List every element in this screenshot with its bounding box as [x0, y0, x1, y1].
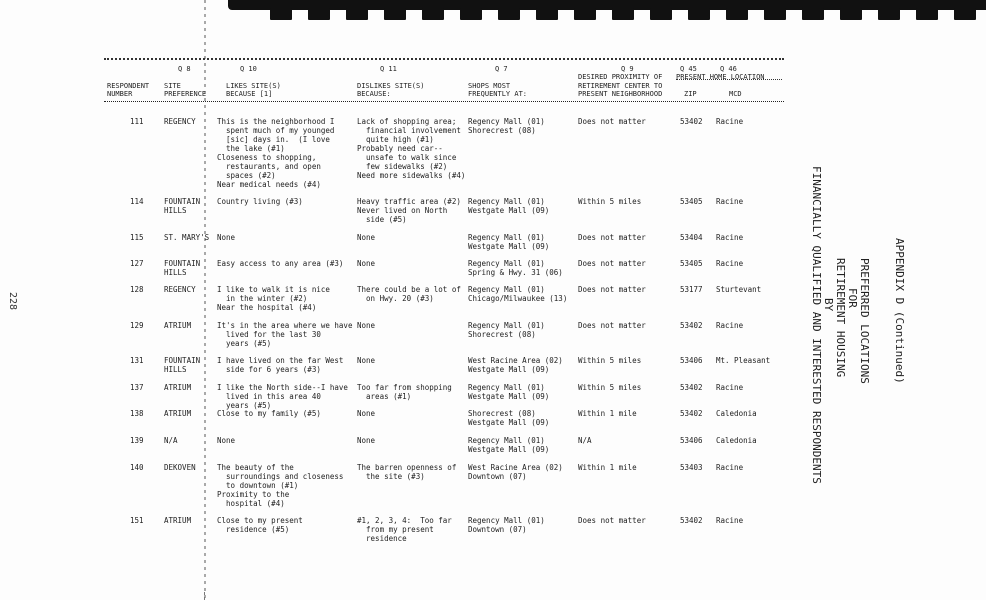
likes-site: Close to my present residence (#5) [217, 516, 303, 534]
desired-proximity: Within 1 mile [578, 463, 637, 472]
mcd-name: Racine [716, 259, 744, 268]
dislikes-site: Too far from shopping areas (#1) [357, 383, 452, 401]
likes-site: I like the North side--I have lived in this area 40 years (#5) [217, 383, 348, 410]
site-preference: ATRIUM [164, 383, 192, 392]
zip-code: 53402 [680, 516, 703, 525]
respondent-number: 151 [130, 516, 144, 525]
zip-code: 53403 [680, 463, 703, 472]
dislikes-site: Heavy traffic area (#2) Never lived on North side (#5) [357, 197, 461, 224]
mcd-name: Racine [716, 463, 744, 472]
site-preference: REGENCY [164, 117, 196, 126]
mcd-name: Racine [716, 516, 744, 525]
mcd-name: Racine [716, 233, 744, 242]
title-line6: FINANCIALLY QUALIFIED AND INTERESTED RESPONDENTS [810, 166, 823, 484]
likes-site: It's in the area where we have lived for the last 30 years (#5) [217, 321, 353, 348]
title-line3: FOR [846, 288, 859, 308]
header-desired-1: DESIRED PROXIMITY OF [578, 73, 663, 81]
title-line2: PREFERRED LOCATIONS [858, 258, 871, 384]
binding-strip [228, 0, 986, 22]
likes-site: None [217, 233, 236, 242]
header-q9: Q 9 [621, 65, 634, 73]
dislikes-site: None [357, 233, 376, 242]
zip-code: 53402 [680, 383, 703, 392]
header-shops-2: FREQUENTLY AT: [468, 90, 528, 98]
shops-at: West Racine Area (02) Downtown (07) [468, 463, 563, 481]
site-preference: ATRIUM [164, 321, 192, 330]
header-site-2: PREFERENCE [164, 90, 207, 98]
site-preference: FOUNTAIN HILLS [164, 259, 201, 277]
desired-proximity: Within 5 miles [578, 197, 642, 206]
shops-at: Shorecrest (08) Westgate Mall (09) [468, 409, 550, 427]
site-preference: N/A [164, 436, 178, 445]
header-q11: Q 11 [380, 65, 397, 73]
respondent-number: 140 [130, 463, 144, 472]
shops-at: Regency Mall (01) Westgate Mall (09) [468, 233, 550, 251]
table-top-rule [104, 58, 784, 60]
header-mcd: MCD [729, 90, 742, 98]
respondent-number: 114 [130, 197, 144, 206]
desired-proximity: Within 1 mile [578, 409, 637, 418]
dislikes-site: None [357, 356, 376, 365]
site-preference: ATRIUM [164, 516, 192, 525]
shops-at: Regency Mall (01) Westgate Mall (09) [468, 436, 550, 454]
respondent-number: 111 [130, 117, 144, 126]
header-dislikes-2: BECAUSE: [357, 90, 391, 98]
site-preference: FOUNTAIN HILLS [164, 197, 201, 215]
title-line5: BY [822, 298, 835, 312]
mcd-name: Mt. Pleasant [716, 356, 771, 365]
shops-at: Regency Mall (01) Spring & Hwy. 31 (06) [468, 259, 563, 277]
mcd-name: Racine [716, 117, 744, 126]
likes-site: None [217, 436, 236, 445]
page-fold-mark [204, 592, 206, 600]
header-present-home: PRESENT HOME LOCATION [676, 73, 765, 81]
header-q45: Q 45 [680, 65, 697, 73]
dislikes-site: None [357, 409, 376, 418]
site-preference: ATRIUM [164, 409, 192, 418]
header-respondent-2: NUMBER [107, 90, 133, 98]
desired-proximity: Does not matter [578, 233, 646, 242]
mcd-name: Caledonia [716, 436, 757, 445]
likes-site: I have lived on the far West side for 6 years (#3) [217, 356, 344, 374]
site-preference: FOUNTAIN HILLS [164, 356, 201, 374]
shops-at: Regency Mall (01) Downtown (07) [468, 516, 545, 534]
mcd-name: Racine [716, 321, 744, 330]
header-zip: ZIP [684, 90, 697, 98]
header-shops-1: SHOPS MOST [468, 82, 511, 90]
desired-proximity: Within 5 miles [578, 383, 642, 392]
zip-code: 53402 [680, 409, 703, 418]
header-q10: Q 10 [240, 65, 257, 73]
header-dislikes-1: DISLIKES SITE(S) [357, 82, 425, 90]
desired-proximity: N/A [578, 436, 592, 445]
header-location-rule [676, 79, 782, 80]
zip-code: 53402 [680, 117, 703, 126]
respondent-number: 139 [130, 436, 144, 445]
zip-code: 53405 [680, 197, 703, 206]
respondent-number: 129 [130, 321, 144, 330]
mcd-name: Caledonia [716, 409, 757, 418]
zip-code: 53177 [680, 285, 703, 294]
shops-at: Regency Mall (01) Shorecrest (08) [468, 321, 545, 339]
shops-at: Regency Mall (01) Westgate Mall (09) [468, 197, 550, 215]
desired-proximity: Does not matter [578, 321, 646, 330]
respondent-number: 131 [130, 356, 144, 365]
respondent-number: 137 [130, 383, 144, 392]
mcd-name: Sturtevant [716, 285, 762, 294]
site-preference: DEKOVEN [164, 463, 196, 472]
desired-proximity: Does not matter [578, 117, 646, 126]
header-respondent-1: RESPONDENT [107, 82, 150, 90]
likes-site: The beauty of the surroundings and closeness to downtown (#1) Proximity to the hospital (#4) [217, 463, 344, 508]
header-q7: Q 7 [495, 65, 508, 73]
shops-at: Regency Mall (01) Westgate Mall (09) [468, 383, 550, 401]
zip-code: 53405 [680, 259, 703, 268]
desired-proximity: Does not matter [578, 516, 646, 525]
site-preference: REGENCY [164, 285, 196, 294]
respondent-number: 138 [130, 409, 144, 418]
header-desired-2: RETIREMENT CENTER TO [578, 82, 663, 90]
dislikes-site: The barren openness of the site (#3) [357, 463, 457, 481]
likes-site: Close to my family (#5) [217, 409, 321, 418]
desired-proximity: Within 5 miles [578, 356, 642, 365]
likes-site: I like to walk it is nice in the winter (#2) Near the hospital (#4) [217, 285, 330, 312]
table-header-rule [104, 101, 784, 102]
likes-site: Country living (#3) [217, 197, 303, 206]
respondent-number: 127 [130, 259, 144, 268]
likes-site: This is the neighborhood I spent much of my younged [sic] days in. (I love the lake (#1) Closeness to shopping, restaurants, and open spaces (#2) Near medical needs (#4) [217, 117, 335, 189]
shops-at: West Racine Area (02) Westgate Mall (09) [468, 356, 563, 374]
respondent-number: 128 [130, 285, 144, 294]
zip-code: 53406 [680, 356, 703, 365]
dislikes-site: #1, 2, 3, 4: Too far from my present residence [357, 516, 452, 543]
title-line4: RETIREMENT HOUSING [834, 258, 847, 378]
dislikes-site: Lack of shopping area; financial involvement quite high (#1) Probably need car-- unsafe to walk since few sidewalks (#2) Need more sidewalks (#4) [357, 117, 466, 180]
title-appendix: APPENDIX D (Continued) [893, 238, 906, 384]
dislikes-site: There could be a lot of on Hwy. 20 (#3) [357, 285, 461, 303]
dislikes-site: None [357, 259, 376, 268]
header-site-1: SITE [164, 82, 181, 90]
page-number: 228 [7, 292, 18, 311]
desired-proximity: Does not matter [578, 285, 646, 294]
site-preference: ST. MARY'S [164, 233, 210, 242]
dislikes-site: None [357, 321, 376, 330]
mcd-name: Racine [716, 197, 744, 206]
mcd-name: Racine [716, 383, 744, 392]
zip-code: 53402 [680, 321, 703, 330]
zip-code: 53406 [680, 436, 703, 445]
header-q8: Q 8 [178, 65, 191, 73]
likes-site: Easy access to any area (#3) [217, 259, 344, 268]
header-likes-1: LIKES SITE(S) [226, 82, 281, 90]
header-q46: Q 46 [720, 65, 737, 73]
desired-proximity: Does not matter [578, 259, 646, 268]
header-desired-3: PRESENT NEIGHBORHOOD [578, 90, 663, 98]
zip-code: 53404 [680, 233, 703, 242]
dislikes-site: None [357, 436, 376, 445]
shops-at: Regency Mall (01) Chicago/Milwaukee (13) [468, 285, 568, 303]
respondent-number: 115 [130, 233, 144, 242]
shops-at: Regency Mall (01) Shorecrest (08) [468, 117, 545, 135]
header-likes-2: BECAUSE [1] [226, 90, 273, 98]
